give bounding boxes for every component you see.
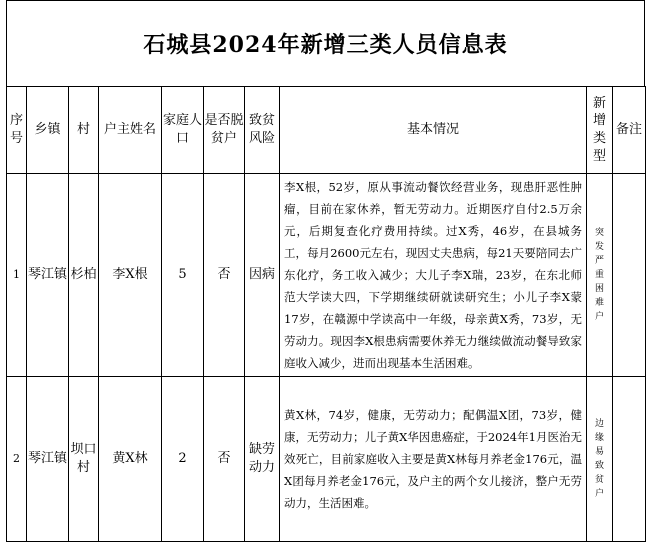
cell-township: 琴江镇 [27,174,69,377]
table-row [7,174,646,377]
col-header-poverty-escaped: 是否脱贫户 [204,87,245,174]
col-header-situation: 基本情况 [280,87,587,174]
sheet-title: 石城县2024年新增三类人员信息表 [6,0,645,86]
col-header-new-type: 新增类型 [587,87,613,174]
cell-seq: 1 [7,174,27,377]
cell-risk: 缺劳动力 [245,377,280,542]
cell-situation: 李X根，52岁，原从事流动餐饮经营业务，现患肝恶性肿瘤，目前在家休养，暂无劳动力。近期医疗自付2.5万余元，后期复查化疗费用持续。过X秀，46岁，在县城务工，每月2600元左右，现因丈夫患病，每21天要陪同去广东化疗，务工收入减少；大儿子李X瑞，23岁，在东北师范大学读大四，下学期继续研就读研究生；小儿子李X蒙17岁，在赣源中学读高中一年级，母亲黄X秀，73岁，无劳动力。现因李X根患病需要休养无力继续做流动餐导致家庭收入减少，进而出现基本生活困难。 [280,174,587,377]
col-header-risk: 致贫风险 [245,87,280,174]
col-header-householder: 户主姓名 [99,87,162,174]
col-header-remarks: 备注 [613,87,646,174]
cell-family-size: 2 [162,377,204,542]
cell-poverty-escaped: 否 [204,377,245,542]
cell-new-type: 边缘易致贫户 [587,377,613,542]
col-header-seq: 序号 [7,87,27,174]
cell-village: 杉柏 [69,174,99,377]
cell-remarks [613,174,646,377]
col-header-township: 乡镇 [27,87,69,174]
info-table [6,86,646,542]
cell-householder: 李X根 [99,174,162,377]
col-header-village: 村 [69,87,99,174]
col-header-family-size: 家庭人口 [162,87,204,174]
cell-family-size: 5 [162,174,204,377]
cell-township: 琴江镇 [27,377,69,542]
cell-situation: 黄X林，74岁，健康，无劳动力；配偶温X团，73岁，健康，无劳动力；儿子黄X华因患癌症，于2024年1月医治无效死亡，目前家庭收入主要是黄X林每月养老金176元，温X团每月养老金176元，及户主的两个女儿接济，整户无劳动力，生活困难。 [280,377,587,542]
cell-village: 坝口村 [69,377,99,542]
cell-householder: 黄X林 [99,377,162,542]
header-row [7,87,646,174]
cell-poverty-escaped: 否 [204,174,245,377]
cell-new-type: 突发严重困难户 [587,174,613,377]
cell-seq: 2 [7,377,27,542]
cell-risk: 因病 [245,174,280,377]
